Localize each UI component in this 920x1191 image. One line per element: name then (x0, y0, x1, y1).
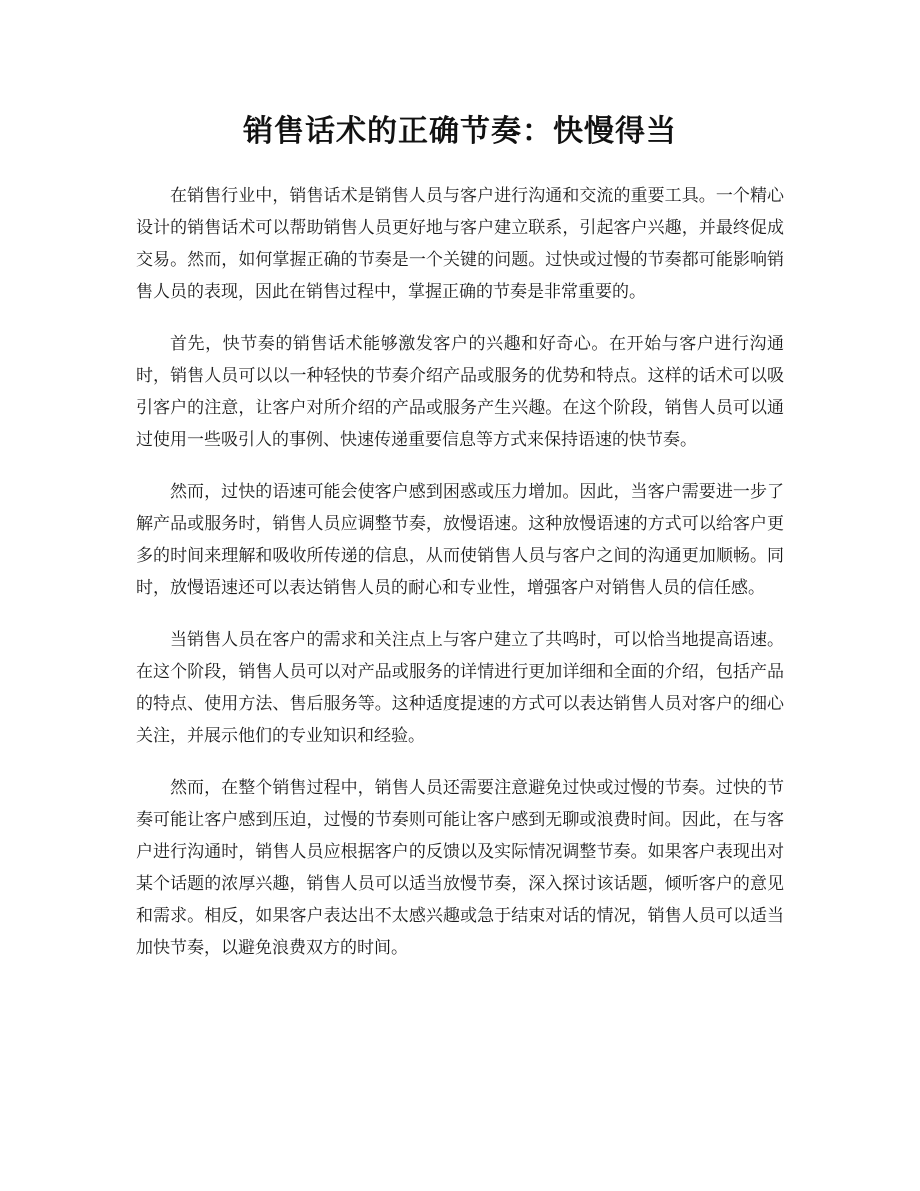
paragraph-5: 然而，在整个销售过程中，销售人员还需要注意避免过快或过慢的节奏。过快的节奏可能让客户感到压迫，过慢的节奏则可能让客户感到无聊或浪费时间。因此，在与客户进行沟通时，销售人员应根据客户的反馈以及实际情况调整节奏。如果客户表现出对某个话题的浓厚兴趣，销售人员可以适当放慢节奏，深入探讨该话题，倾听客户的意见和需求。相反，如果客户表达出不太感兴趣或急于结束对话的情况，销售人员可以适当加快节奏，以避免浪费双方的时间。 (136, 778, 784, 958)
paragraph-1: 在销售行业中，销售话术是销售人员与客户进行沟通和交流的重要工具。一个精心设计的销售话术可以帮助销售人员更好地与客户建立联系，引起客户兴趣，并最终促成交易。然而，如何掌握正确的节奏是一个关键的问题。过快或过慢的节奏都可能影响销售人员的表现，因此在销售过程中，掌握正确的节奏是非常重要的。 (136, 186, 784, 302)
document-title: 销售话术的正确节奏：快慢得当 (243, 114, 677, 149)
paragraph-2: 首先，快节奏的销售话术能够激发客户的兴趣和好奇心。在开始与客户进行沟通时，销售人员可以以一种轻快的节奏介绍产品或服务的优势和特点。这样的话术可以吸引客户的注意，让客户对所介绍的产品或服务产生兴趣。在这个阶段，销售人员可以通过使用一些吸引人的事例、快速传递重要信息等方式来保持语速的快节奏。 (136, 334, 784, 450)
document-body (136, 180, 784, 984)
paragraph-4: 当销售人员在客户的需求和关注点上与客户建立了共鸣时，可以恰当地提高语速。在这个阶段，销售人员可以对产品或服务的详情进行更加详细和全面的介绍，包括产品的特点、使用方法、售后服务等。这种适度提速的方式可以表达销售人员对客户的细心关注，并展示他们的专业知识和经验。 (136, 630, 784, 746)
paragraph-3: 然而，过快的语速可能会使客户感到困惑或压力增加。因此，当客户需要进一步了解产品或服务时，销售人员应调整节奏，放慢语速。这种放慢语速的方式可以给客户更多的时间来理解和吸收所传递的信息，从而使销售人员与客户之间的沟通更加顺畅。同时，放慢语速还可以表达销售人员的耐心和专业性，增强客户对销售人员的信任感。 (136, 482, 784, 598)
